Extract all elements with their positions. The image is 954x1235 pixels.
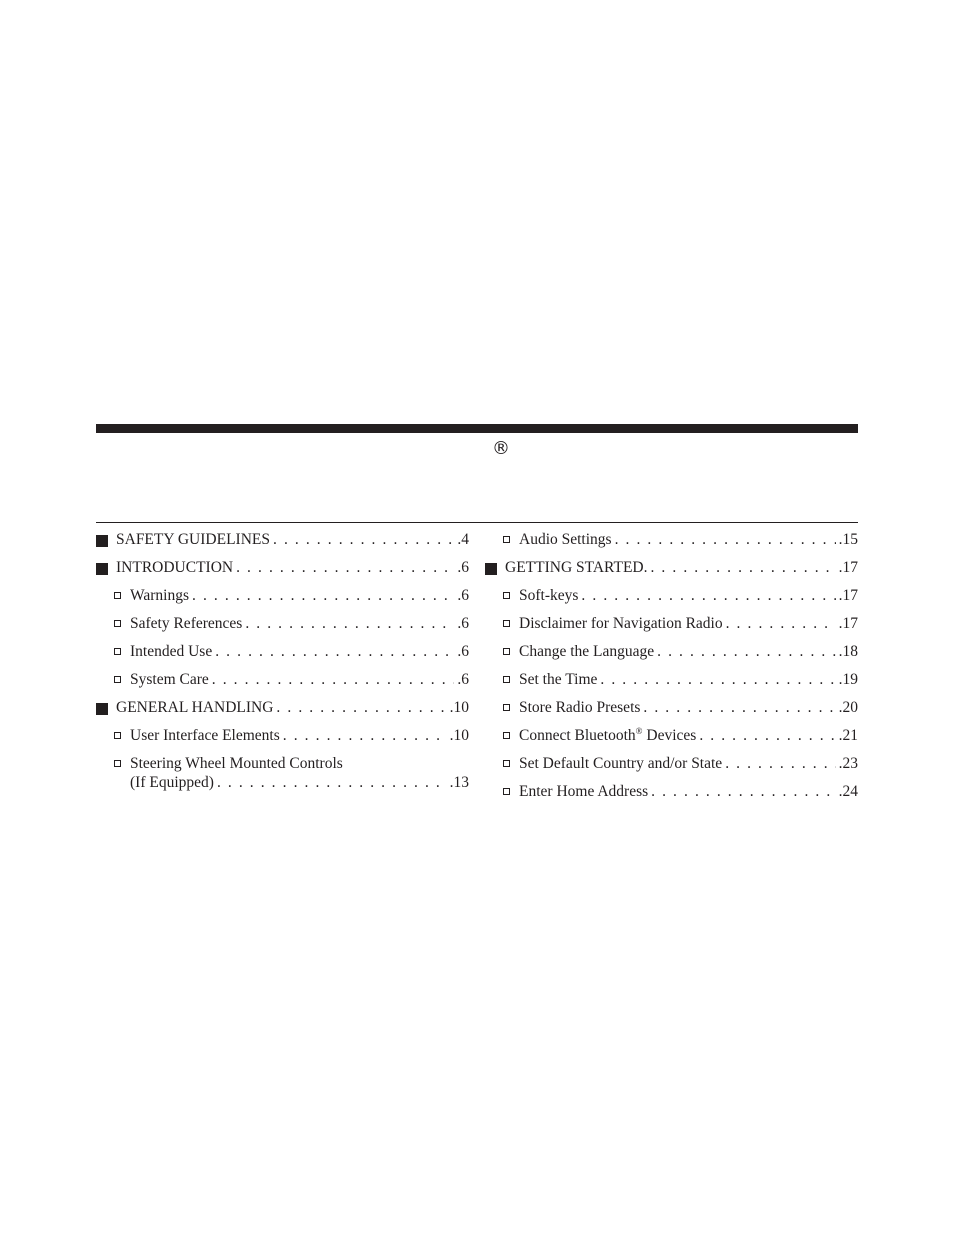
toc-entry-set-default-country[interactable] bbox=[485, 752, 858, 780]
toc-entry-store-radio-presets[interactable] bbox=[485, 696, 858, 724]
square-bullet-icon bbox=[96, 563, 108, 575]
toc-entry-introduction[interactable] bbox=[96, 556, 469, 584]
hollow-square-bullet-icon bbox=[503, 648, 510, 655]
hollow-square-bullet-icon bbox=[114, 732, 121, 739]
toc-entry-title: Disclaimer for Navigation Radio bbox=[519, 615, 723, 632]
dot-leader bbox=[643, 696, 835, 720]
toc-entry-general-handling[interactable] bbox=[96, 696, 469, 724]
toc-entry-user-interface-elements[interactable] bbox=[96, 724, 469, 752]
toc-entry-steering-wheel-controls[interactable] bbox=[96, 752, 469, 798]
top-rule bbox=[96, 424, 858, 433]
toc-entry-page: .23 bbox=[838, 755, 858, 772]
hollow-square-bullet-icon bbox=[503, 676, 510, 683]
dot-leader bbox=[273, 528, 454, 552]
dot-leader bbox=[657, 640, 835, 664]
toc-divider bbox=[96, 522, 858, 523]
registered-mark: ® bbox=[492, 438, 510, 459]
dot-leader bbox=[217, 771, 447, 795]
toc-entry-line2 bbox=[96, 771, 469, 795]
toc-entry-page: .21 bbox=[838, 727, 858, 744]
toc-entry-getting-started[interactable] bbox=[485, 556, 858, 584]
dot-leader bbox=[650, 556, 835, 580]
toc-entry-title: Set the Time bbox=[519, 671, 598, 688]
dot-leader bbox=[236, 556, 454, 580]
dot-leader bbox=[651, 780, 835, 804]
toc-entry-page: .6 bbox=[457, 671, 469, 688]
hollow-square-bullet-icon bbox=[114, 620, 121, 627]
dot-leader bbox=[192, 584, 454, 608]
toc-entry-enter-home-address[interactable] bbox=[485, 780, 858, 808]
toc-entry-page: .6 bbox=[457, 643, 469, 660]
toc-entry-page: .6 bbox=[457, 559, 469, 576]
toc-entry-connect-bluetooth[interactable] bbox=[485, 724, 858, 752]
toc-entry-page: .6 bbox=[457, 587, 469, 604]
hollow-square-bullet-icon bbox=[503, 788, 510, 795]
toc-entry-page: .4 bbox=[457, 531, 469, 548]
toc-entry-title: Store Radio Presets bbox=[519, 699, 641, 716]
toc-entry-title: Enter Home Address bbox=[519, 783, 649, 800]
toc-entry-title: Warnings bbox=[130, 587, 190, 604]
toc-entry-page: .24 bbox=[838, 783, 858, 800]
hollow-square-bullet-icon bbox=[114, 760, 121, 767]
dot-leader bbox=[615, 528, 836, 552]
toc-entry-disclaimer-navigation-radio[interactable] bbox=[485, 612, 858, 640]
toc-entry-title: Intended Use bbox=[130, 643, 213, 660]
hollow-square-bullet-icon bbox=[503, 760, 510, 767]
toc-entry-title: Change the Language bbox=[519, 643, 655, 660]
toc-entry-title: SAFETY GUIDELINES bbox=[116, 531, 270, 548]
hollow-square-bullet-icon bbox=[503, 536, 510, 543]
dot-leader bbox=[276, 696, 446, 720]
square-bullet-icon bbox=[96, 703, 108, 715]
toc-entry-page: .15 bbox=[838, 531, 858, 548]
toc-entry-title-line1: Steering Wheel Mounted Controls bbox=[130, 755, 343, 772]
toc-entry-audio-settings[interactable] bbox=[485, 528, 858, 556]
toc-entry-warnings[interactable] bbox=[96, 584, 469, 612]
toc-entry-title: GETTING STARTED. bbox=[505, 559, 648, 576]
hollow-square-bullet-icon bbox=[503, 620, 510, 627]
toc-entry-title: User Interface Elements bbox=[130, 727, 280, 744]
toc-entry-page: .10 bbox=[449, 727, 469, 744]
registered-superscript: ® bbox=[635, 726, 643, 736]
square-bullet-icon bbox=[485, 563, 497, 575]
toc-entry-set-time[interactable] bbox=[485, 668, 858, 696]
toc-entry-title: INTRODUCTION bbox=[116, 559, 234, 576]
toc-entry-title: Soft-keys bbox=[519, 587, 579, 604]
toc-entry-page: .17 bbox=[838, 587, 858, 604]
square-bullet-icon bbox=[96, 535, 108, 547]
toc-entry-page: .19 bbox=[838, 671, 858, 688]
toc-entry-title: Audio Settings bbox=[519, 531, 612, 548]
toc-entry-change-language[interactable] bbox=[485, 640, 858, 668]
title-part: Connect Bluetooth bbox=[519, 727, 636, 744]
toc-entry-title: Safety References bbox=[130, 615, 243, 632]
toc-entry-system-care[interactable] bbox=[96, 668, 469, 696]
toc-entry-title: System Care bbox=[130, 671, 209, 688]
dot-leader bbox=[215, 640, 454, 664]
dot-leader bbox=[581, 584, 835, 608]
toc-entry-page: .13 bbox=[449, 774, 469, 791]
toc-entry-intended-use[interactable] bbox=[96, 640, 469, 668]
toc-entry-safety-references[interactable] bbox=[96, 612, 469, 640]
hollow-square-bullet-icon bbox=[114, 592, 121, 599]
toc-left-column bbox=[96, 528, 469, 798]
hollow-square-bullet-icon bbox=[503, 732, 510, 739]
dot-leader bbox=[212, 668, 455, 692]
toc-right-column bbox=[485, 528, 858, 808]
toc-entry-page: .18 bbox=[838, 643, 858, 660]
hollow-square-bullet-icon bbox=[114, 676, 121, 683]
toc-entry-title: GENERAL HANDLING bbox=[116, 699, 274, 716]
toc-entry-page: .6 bbox=[457, 615, 469, 632]
hollow-square-bullet-icon bbox=[114, 648, 121, 655]
toc-entry-page: .17 bbox=[838, 615, 858, 632]
dot-leader bbox=[725, 752, 835, 776]
toc-entry-page: .10 bbox=[449, 699, 469, 716]
title-part: Devices bbox=[642, 727, 697, 744]
toc-entry-page: .20 bbox=[838, 699, 858, 716]
dot-leader bbox=[600, 668, 835, 692]
toc-entry-title-line2: (If Equipped) bbox=[130, 774, 214, 791]
toc-entry-page: .17 bbox=[838, 559, 858, 576]
toc-entry-title: Set Default Country and/or State bbox=[519, 755, 723, 772]
toc-entry-safety-guidelines[interactable] bbox=[96, 528, 469, 556]
dot-leader bbox=[245, 612, 454, 636]
dot-leader bbox=[699, 724, 835, 748]
hollow-square-bullet-icon bbox=[503, 592, 510, 599]
dot-leader bbox=[283, 724, 447, 748]
hollow-square-bullet-icon bbox=[503, 704, 510, 711]
toc-entry-title bbox=[485, 724, 696, 748]
toc-entry-soft-keys[interactable] bbox=[485, 584, 858, 612]
dot-leader bbox=[726, 612, 836, 636]
